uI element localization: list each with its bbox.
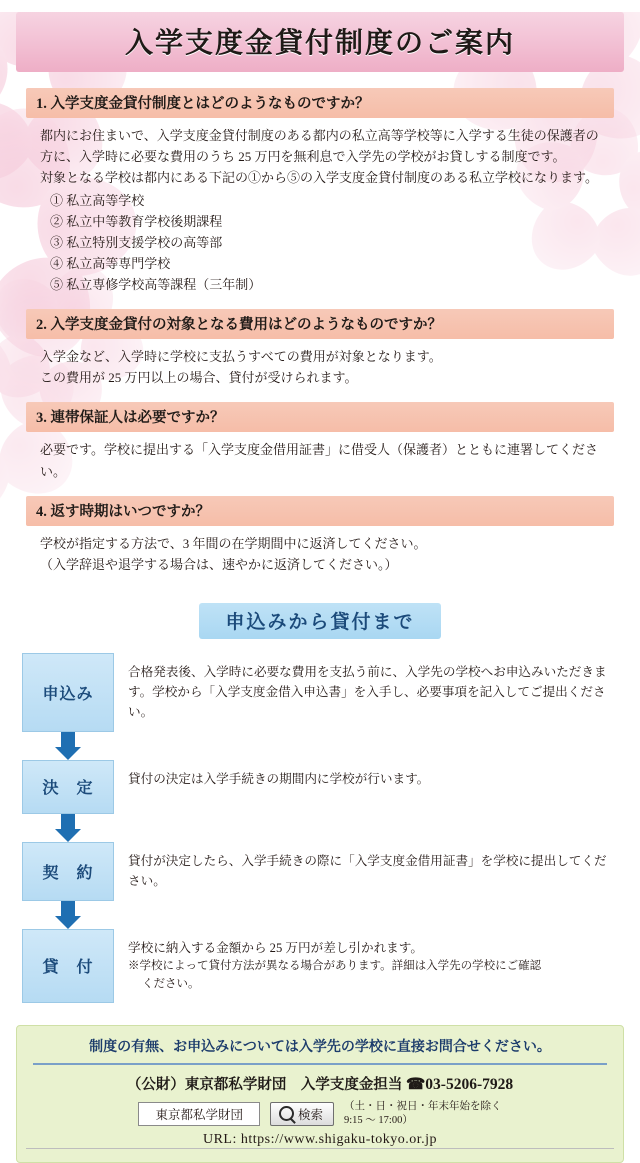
footer-url[interactable]: URL: https://www.shigaku-tokyo.or.jp: [202, 1131, 438, 1147]
answer-block-4: [26, 526, 614, 577]
answer-paragraph: 都内にお住まいで、入学支度金貸付制度のある都内の私立高等学校等に入学する生徒の保護者の方に、入学時に必要な費用のうち 25 万円を無利息で入学先の学校がお貸しする制度です。: [40, 128, 599, 165]
footer-organization: （公財）東京都私学財団 入学支度金担当: [126, 1076, 403, 1093]
footer-organization-line: [27, 1073, 613, 1094]
answer-block-1: [26, 118, 614, 297]
answer-paragraph: 入学金など、入学時に学校に支払うすべての費用が対象となります。: [40, 349, 442, 365]
page-title-band: [16, 12, 624, 72]
footer-notice: 制度の有無、お申込みについては入学先の学校に直接お問合せください。: [33, 1036, 607, 1065]
question-heading-2: 2. 入学支度金貸付の対象となる費用はどのようなものですか？: [26, 309, 614, 339]
list-item: ④ 私立高等専門学校: [50, 256, 171, 272]
search-icon: [279, 1106, 294, 1121]
answer-block-2: [26, 339, 614, 390]
flow-step-label: 貸 付: [22, 929, 114, 1003]
flow-step-text: 合格発表後、入学時に必要な費用を支払う前に、入学先の学校へお申込みいただきます。学校から「入学支度金借入申込書」を入手し、必要事項を記入してご提出ください。: [128, 664, 607, 720]
flow-step-loan: [22, 929, 618, 1003]
answer-paragraph: この費用が 25 万円以上の場合、貸付が受けられます。: [40, 370, 358, 386]
footer-telephone: 03-5206-7928: [425, 1075, 514, 1093]
answer-paragraph: （入学辞退や退学する場合は、速やかに返済してください。）: [40, 556, 398, 572]
search-button[interactable]: [270, 1102, 334, 1126]
flow-step-label: 契 約: [22, 842, 114, 901]
list-item: ② 私立中等教育学校後期課程: [50, 214, 223, 230]
flow-step-label: 申込み: [22, 653, 114, 732]
flow-step-note-line1: ※学校によって貸付方法が異なる場合があります。詳細は入学先の学校にご確認: [128, 960, 542, 972]
search-widget: [27, 1100, 613, 1128]
answer-paragraph: 必要です。学校に提出する「入学支度金借用証書」に借受人（保護者）とともに連署してください。: [40, 442, 598, 479]
question-heading-1: 1. 入学支度金貸付制度とはどのようなものですか？: [26, 88, 614, 118]
search-button-label: 検索: [298, 1107, 324, 1122]
flow-step-label: 決 定: [22, 760, 114, 814]
question-heading-4: 4. 返す時期はいつですか？: [26, 496, 614, 526]
office-hours: [344, 1100, 502, 1128]
flow-diagram: [22, 653, 618, 1003]
answer-block-3: [26, 432, 614, 483]
flow-arrow-icon: [22, 814, 114, 842]
bottom-divider: [26, 1148, 614, 1149]
flow-step-body: [114, 929, 618, 1003]
list-item: ③ 私立特別支援学校の高等部: [50, 235, 223, 251]
phone-icon: ☎: [405, 1075, 426, 1093]
flow-step-text: 学校に納入する金額から 25 万円が差し引かれます。: [128, 940, 423, 955]
qa-section: [0, 72, 640, 577]
answer-paragraph: 対象となる学校は都内にある下記の①から⑤の入学支度金貸付制度のある私立学校になります。: [40, 170, 598, 186]
list-item: ① 私立高等学校: [50, 193, 145, 209]
flow-step-contract: [22, 842, 618, 901]
contact-footer: [16, 1025, 624, 1163]
flow-step-text: 貸付が決定したら、入学手続きの際に「入学支度金借用証書」を学校に提出してください。: [128, 853, 607, 889]
flow-arrow-icon: [22, 732, 114, 760]
question-heading-3: 3. 連帯保証人は必要ですか？: [26, 402, 614, 432]
page-title: 入学支度金貸付制度のご案内: [124, 26, 515, 59]
flow-title: 申込みから貸付まで: [199, 603, 440, 639]
answer-paragraph: 学校が指定する方法で、3 年間の在学期間中に返済してください。: [40, 535, 427, 551]
office-hours-line1: （土・日・祝日・年末年始を除く: [344, 1100, 502, 1112]
list-item: ⑤ 私立専修学校高等課程（三年制）: [50, 277, 262, 293]
flow-step-application: [22, 653, 618, 732]
flow-step-note: [128, 958, 612, 994]
flow-step-decision: [22, 760, 618, 814]
flow-step-text: 貸付の決定は入学手続きの期間内に学校が行います。: [128, 771, 430, 786]
flow-section-header: [0, 603, 640, 639]
school-type-list: [50, 190, 602, 295]
flow-step-note-line2: ください。: [142, 977, 200, 990]
office-hours-line2: 9:15 ～ 17:00）: [344, 1114, 413, 1126]
search-keyword-box[interactable]: 東京都私学財団: [138, 1102, 260, 1126]
